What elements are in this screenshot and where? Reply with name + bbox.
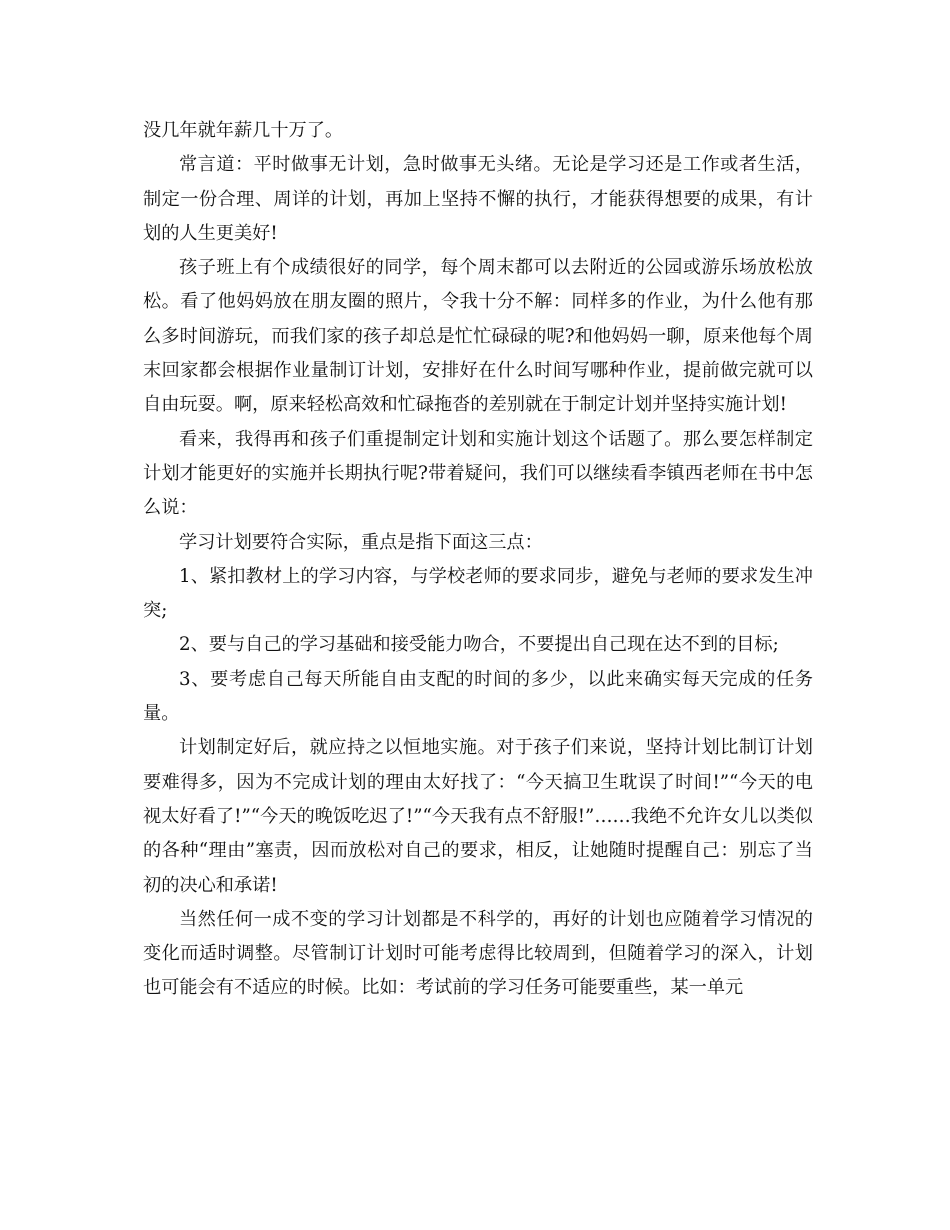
paragraph-classmate-story: 孩子班上有个成绩很好的同学，每个周末都可以去附近的公园或游乐场放松放松。看了他妈妈放在朋友圈的照片，令我十分不解：同样多的作业，为什么他有那么多时间游玩，而我们家的孩子却总是忙忙碌碌的呢?和他妈妈一聊，原来他每个周末回家都会根据作业量制订计划，安排好在什么时间写哪种作业，提前做完就可以自由玩耍。啊，原来轻松高效和忙碌拖沓的差别就在于制定计划并坚持实施计划! bbox=[143, 257, 813, 416]
paragraph-persistence: 计划制定好后，就应持之以恒地实施。对于孩子们来说，坚持计划比制订计划要难得多，因为不完成计划的理由太好找了：“今天搞卫生耽误了时间!”“今天的电视太好看了!”“今天的晚饭吃迟了!”“今天我有点不舒服!”……我绝不允许女儿以类似的各种“理由”塞责，因而放松对自己的要求，相反，让她随时提醒自己：别忘了当初的决心和承诺! bbox=[143, 737, 813, 896]
paragraph-planning-proverb: 常言道：平时做事无计划，急时做事无头绪。无论是学习还是工作或者生活，制定一份合理、周详的计划，再加上坚持不懈的执行，才能获得想要的成果，有计划的人生更美好! bbox=[143, 154, 813, 244]
list-item-point-2: 2、要与自己的学习基础和接受能力吻合，不要提出自己现在达不到的目标; bbox=[179, 634, 779, 656]
paragraph-continuation: 没几年就年薪几十万了。 bbox=[143, 120, 344, 141]
list-item-point-3: 3、要考虑自己每天所能自由支配的时间的多少，以此来确实每天完成的任务量。 bbox=[143, 668, 813, 725]
list-item-point-1: 1、紧扣教材上的学习内容，与学校老师的要求同步，避免与老师的要求发生冲突; bbox=[143, 565, 813, 622]
paragraph-three-points-intro: 学习计划要符合实际，重点是指下面这三点： bbox=[179, 531, 543, 553]
paragraph-adjustment: 当然任何一成不变的学习计划都是不科学的，再好的计划也应随着学习情况的变化而适时调整。尽管制订计划时可能考虑得比较周到，但随着学习的深入，计划也可能会有不适应的时候。比如：考试前的学习任务可能要重些，某一单元 bbox=[143, 908, 813, 999]
document-body bbox=[143, 114, 813, 1006]
paragraph-how-to-plan: 看来，我得再和孩子们重提制定计划和实施计划这个话题了。那么要怎样制定计划才能更好的实施并长期执行呢?带着疑问，我们可以继续看李镇西老师在书中怎么说： bbox=[143, 428, 813, 519]
